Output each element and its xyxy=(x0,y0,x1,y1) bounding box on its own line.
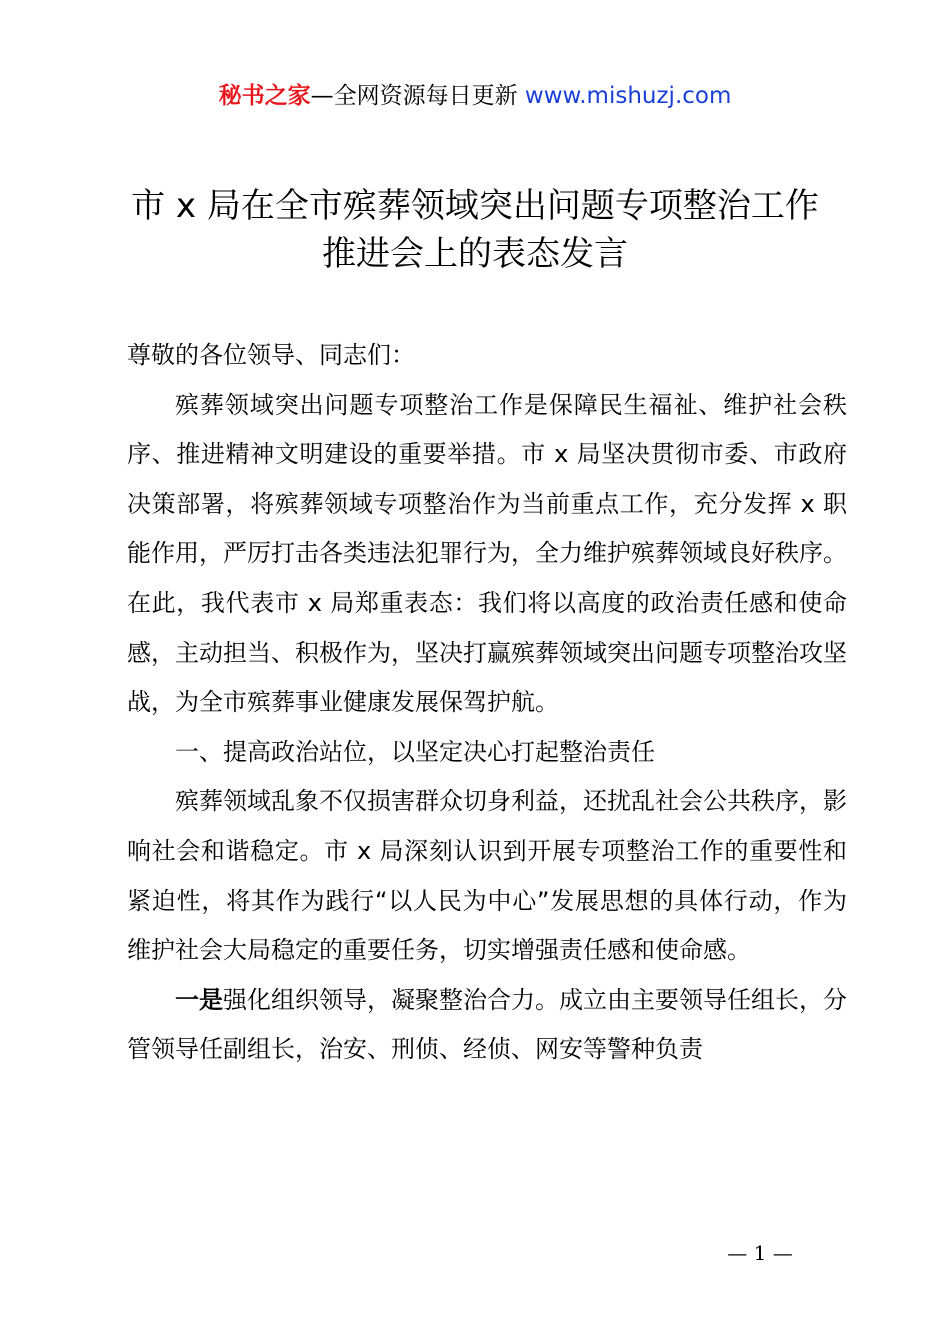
salutation: 尊敬的各位领导、同志们： xyxy=(127,341,415,369)
point-1-paragraph xyxy=(127,976,847,1075)
page-number: — 1 — xyxy=(727,1241,793,1265)
intro-paragraph: 殡葬领域突出问题专项整治工作是保障民生福祉、维护社会秩序、推进精神文明建设的重要举措。市 x 局坚决贯彻市委、市政府决策部署，将殡葬领域专项整治作为当前重点工作，充分发挥 x 职能作用，严厉打击各类违法犯罪行为，全力维护殡葬领域良好秩序。在此，我代表市 x 局郑重表态：我们将以高度的政治责任感和使命感，主动担当、积极作为，坚决打赢殡葬领域突出问题专项整治攻坚战，为全市殡葬事业健康发展保驾护航。 xyxy=(127,390,847,717)
document-title xyxy=(0,182,950,278)
brand-name: 秘书之家 xyxy=(218,83,311,109)
site-banner xyxy=(0,80,950,112)
banner-tagline: —全网资源每日更新 xyxy=(310,83,525,109)
section-heading-1: 一、提高政治站位，以坚定决心打起整治责任 xyxy=(175,737,655,766)
title-line-2: 推进会上的表态发言 xyxy=(322,234,628,274)
point-1-lead: 一是 xyxy=(175,985,223,1014)
section-1-paragraph: 殡葬领域乱象不仅损害群众切身利益，还扰乱社会公共秩序，影响社会和谐稳定。市 x 局深刻认识到开展专项整治工作的重要性和紧迫性，将其作为践行“以人民为中心”发展思想的具体行动，作为维护社会大局稳定的重要任务，切实增强责任感和使命感。 xyxy=(127,787,847,965)
site-url-link[interactable]: www.mishuzj.com xyxy=(524,83,732,109)
point-1-text: 强化组织领导，凝聚整治合力。成立由主要领导任组长，分管领导任副组长，治安、刑侦、经侦、网安等警种负责 xyxy=(127,985,847,1064)
document-body xyxy=(127,331,847,1075)
title-line-1: 市 x 局在全市殡葬领域突出问题专项整治工作 xyxy=(131,186,819,226)
